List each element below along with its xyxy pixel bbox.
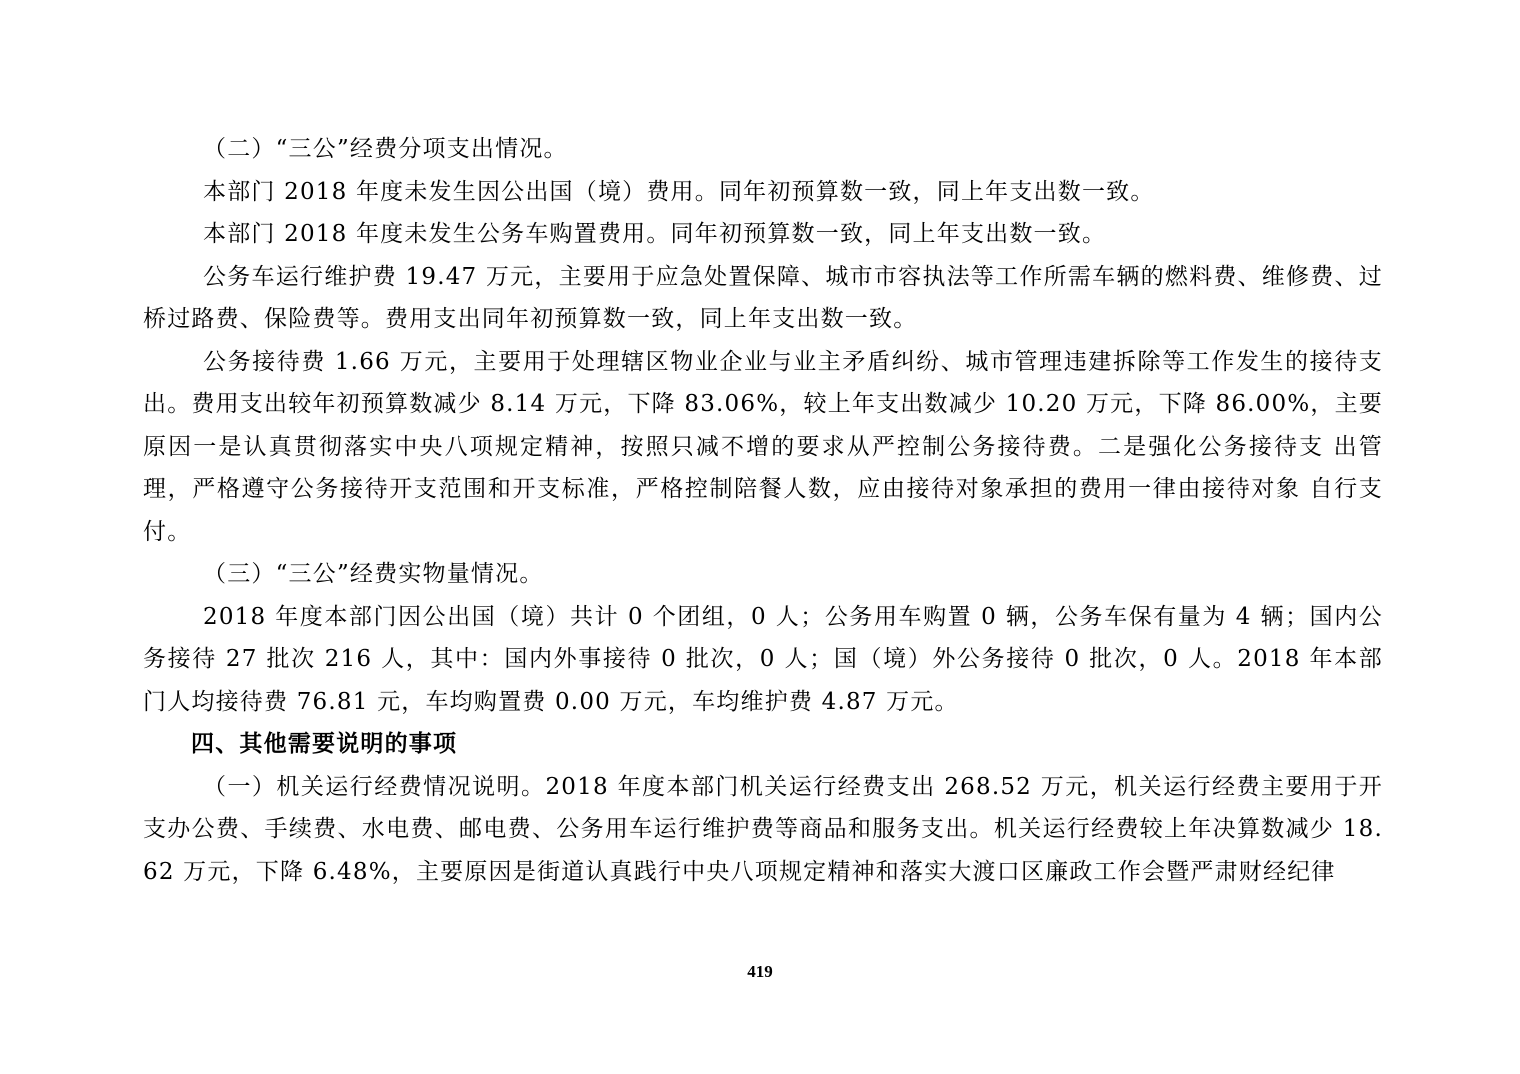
section-heading: 四、其他需要说明的事项: [191, 731, 458, 757]
page-number: 419: [747, 962, 773, 981]
subsection-heading-2: （二）“三公”经费分项支出情况。: [203, 136, 568, 162]
document-body: [143, 128, 1383, 893]
paragraph-operating-expenses: （一）机关运行经费情况说明。2018 年度本部门机关运行经费支出 268.52 万元，机关运行经费主要用于开支办公费、手续费、水电费、邮电费、公务用车运行维护费等商品和服务支出。机关运行经费较上年决算数减少 18.62 万元，下降 6.48%，主要原因是街道认真践行中央八项规定精神和落实大渡口区廉政工作会暨严肃财经纪律: [143, 773, 1383, 885]
paragraph-reception: 公务接待费 1.66 万元，主要用于处理辖区物业企业与业主矛盾纠纷、城市管理违建拆除等工作发生的接待支出。费用支出较年初预算数减少 8.14 万元，下降 83.06%，较上年支出数减少 10.20 万元，下降 86.00%，主要原因一是认真贯彻落实中央八项规定精神，按照只减不增的要求从严控制公务接待费。二是强化公务接待支 出管理，严格遵守公务接待开支范围和开支标准，严格控制陪餐人数，应由接待对象承担的费用一律由接待对象 自行支付。: [143, 348, 1383, 545]
paragraph-travel-abroad: 本部门 2018 年度未发生因公出国（境）费用。同年初预算数一致，同上年支出数一致。: [203, 178, 1155, 205]
paragraph-physical-quantities: 2018 年度本部门因公出国（境）共计 0 个团组，0 人；公务用车购置 0 辆，公务车保有量为 4 辆；国内公务接待 27 批次 216 人，其中：国内外事接待 0 批次，0 人；国（境）外公务接待 0 批次，0 人。2018 年本部门人均接待费 76.81 元，车均购置费 0.00 万元，车均维护费 4.87 万元。: [143, 603, 1383, 715]
subsection-heading-3: （三）“三公”经费实物量情况。: [203, 561, 544, 587]
paragraph-vehicle-purchase: 本部门 2018 年度未发生公务车购置费用。同年初预算数一致，同上年支出数一致。: [203, 221, 1107, 247]
paragraph-vehicle-maintenance: 公务车运行维护费 19.47 万元，主要用于应急处置保障、城市市容执法等工作所需车辆的燃料费、维修费、过桥过路费、保险费等。费用支出同年初预算数一致，同上年支出数一致。: [143, 263, 1383, 332]
